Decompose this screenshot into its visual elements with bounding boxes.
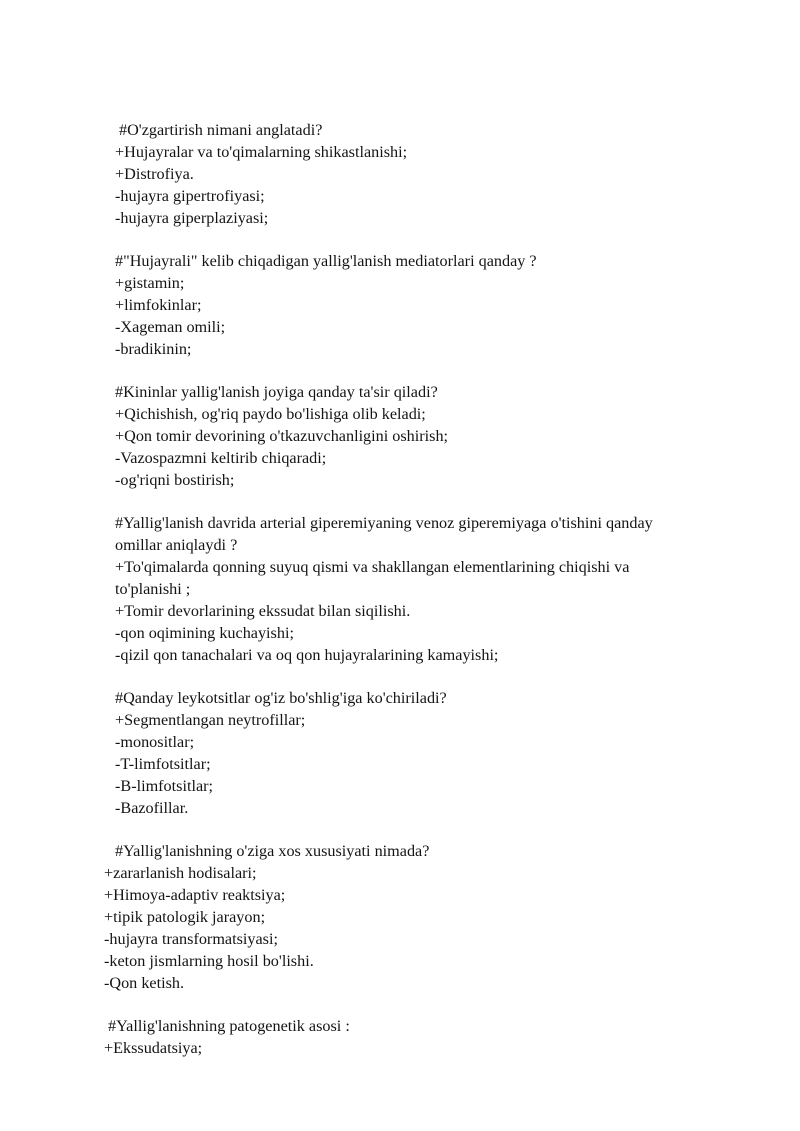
question-text: #Yallig'lanishning patogenetik asosi : xyxy=(108,1017,350,1035)
answer-option: +tipik patologik jarayon; xyxy=(104,908,266,926)
answer-option: +To'qimalarda qonning suyuq qismi va shakllangan elementlarining chiqishi va xyxy=(115,558,630,576)
answer-option: -qon oqimining kuchayishi; xyxy=(115,624,294,642)
answer-option: -Vazospazmni keltirib chiqaradi; xyxy=(115,449,327,467)
answer-option: -qizil qon tanachalari va oq qon hujayralarining kamayishi; xyxy=(115,646,499,664)
answer-option: +Hujayralar va to'qimalarning shikastlanishi; xyxy=(115,143,408,161)
question-text: #Yallig'lanish davrida arterial giperemiyaning venoz giperemiyaga o'tishini qanday xyxy=(115,514,653,532)
answer-option-continued: to'planishi ; xyxy=(115,580,191,598)
answer-option: -hujayra gipertrofiyasi; xyxy=(115,187,265,205)
answer-option: +gistamin; xyxy=(115,274,185,292)
answer-option: +Segmentlangan neytrofillar; xyxy=(115,711,306,729)
answer-option: -monositlar; xyxy=(115,733,195,751)
answer-option: +Qon tomir devorining o'tkazuvchanligini oshirish; xyxy=(115,427,449,445)
answer-option: +Distrofiya. xyxy=(115,165,194,183)
answer-option: -keton jismlarning hosil bo'lishi. xyxy=(104,952,314,970)
answer-option: +zararlanish hodisalari; xyxy=(104,864,257,882)
question-text: #Yallig'lanishning o'ziga xos xususiyati nimada? xyxy=(115,842,430,860)
answer-option: -Bazofillar. xyxy=(115,799,189,817)
answer-option: -hujayra transformatsiyasi; xyxy=(104,930,278,948)
answer-option: -Qon ketish. xyxy=(104,974,185,992)
question-text: #O'zgartirish nimani anglatadi? xyxy=(119,121,323,139)
question-text: #Kininlar yallig'lanish joyiga qanday ta'sir qiladi? xyxy=(115,383,438,401)
answer-option: -bradikinin; xyxy=(115,340,192,358)
answer-option: -og'riqni bostirish; xyxy=(115,471,235,489)
question-text: #Qanday leykotsitlar og'iz bo'shlig'iga ko'chiriladi? xyxy=(115,689,447,707)
answer-option: -T-limfotsitlar; xyxy=(115,755,211,773)
answer-option: +Himoya-adaptiv reaktsiya; xyxy=(104,886,286,904)
answer-option: +limfokinlar; xyxy=(115,296,202,314)
answer-option: +Tomir devorlarining ekssudat bilan siqilishi. xyxy=(115,602,411,620)
question-text: #"Hujayrali" kelib chiqadigan yallig'lanish mediatorlari qanday ? xyxy=(115,252,537,270)
answer-option: -hujayra giperplaziyasi; xyxy=(115,209,269,227)
answer-option: +Qichishish, og'riq paydo bo'lishiga olib keladi; xyxy=(115,405,426,423)
answer-option: +Ekssudatsiya; xyxy=(104,1039,203,1057)
question-text-continued: omillar aniqlaydi ? xyxy=(115,536,238,554)
answer-option: -B-limfotsitlar; xyxy=(115,777,214,795)
answer-option: -Xageman omili; xyxy=(115,318,226,336)
